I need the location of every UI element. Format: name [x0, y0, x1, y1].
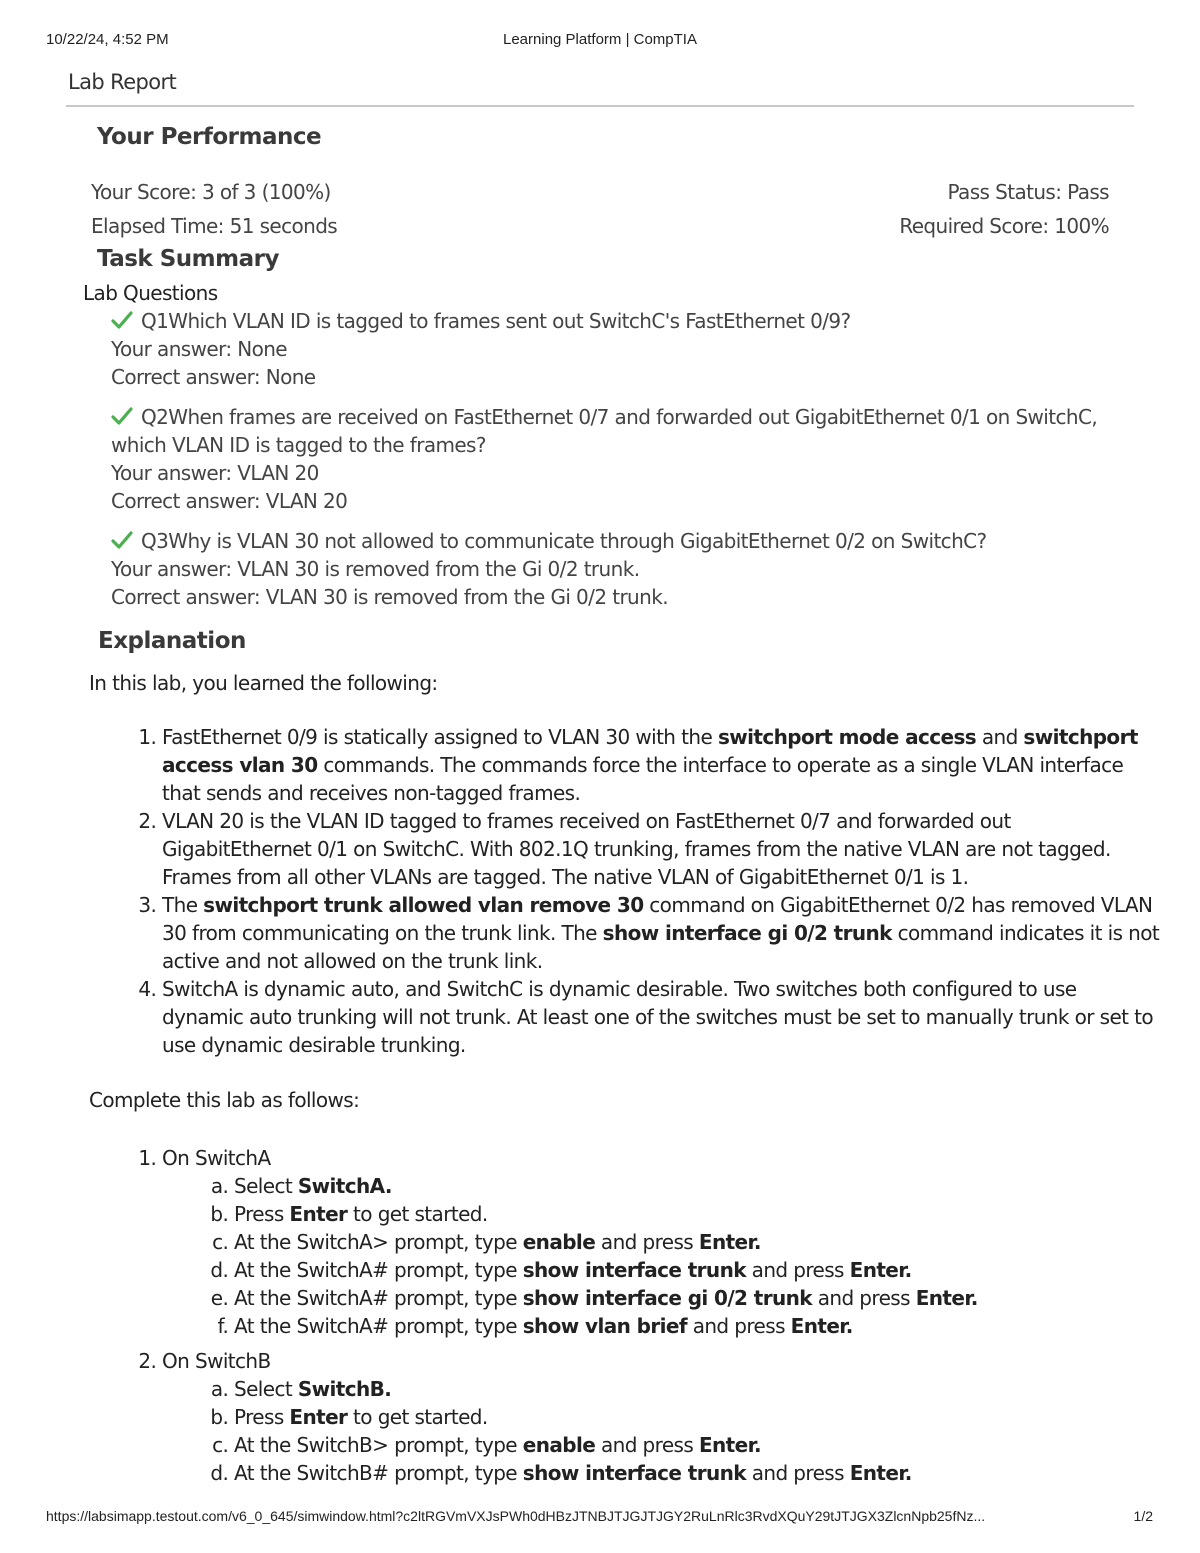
step-item: a. Select SwitchB.	[234, 1375, 1120, 1403]
your-answer: Your answer: VLAN 20	[111, 461, 319, 485]
question-text: Q2When frames are received on FastEthernet 0/7 and forwarded out GigabitEthernet 0/1 on SwitchC, which VLAN ID is tagged to the frames?	[111, 405, 1098, 457]
steps-switch-a	[120, 1144, 1120, 1340]
question-item	[111, 403, 1121, 515]
correct-answer: Correct answer: VLAN 30 is removed from the Gi 0/2 trunk.	[111, 585, 668, 609]
complete-intro: Complete this lab as follows:	[89, 1088, 360, 1112]
explanation-item: 1. FastEthernet 0/9 is statically assigned to VLAN 30 with the switchport mode access and switchport access vlan 30 commands. The commands force the interface to operate as a single VLAN interface that sends and receives non-tagged frames.	[162, 723, 1162, 807]
step-group-label: 1. On SwitchA	[162, 1144, 1120, 1172]
correct-answer: Correct answer: None	[111, 365, 316, 389]
report-title: Lab Report	[68, 70, 177, 94]
step-item: b. Press Enter to get started.	[234, 1403, 1120, 1431]
step-item: a. Select SwitchA.	[234, 1172, 1120, 1200]
step-item: d. At the SwitchB# prompt, type show interface trunk and press Enter.	[234, 1459, 1120, 1487]
checkmark-icon	[111, 529, 133, 551]
lab-questions-heading: Lab Questions	[83, 281, 218, 305]
question-text: Q1Which VLAN ID is tagged to frames sent out SwitchC's FastEthernet 0/9?	[141, 309, 851, 333]
explanation-item: 2. VLAN 20 is the VLAN ID tagged to frames received on FastEthernet 0/7 and forwarded out GigabitEthernet 0/1 on SwitchC. With 802.1Q trunking, frames from the native VLAN are not tagged. Frames from all other VLANs are tagged. The native VLAN of GigabitEthernet 0/1 is 1.	[162, 807, 1162, 891]
print-datetime: 10/22/24, 4:52 PM	[46, 31, 169, 48]
question-item	[111, 307, 1121, 391]
step-group-label: 2. On SwitchB	[162, 1347, 1120, 1375]
explanation-item: 3. The switchport trunk allowed vlan remove 30 command on GigabitEthernet 0/2 has removed VLAN 30 from communicating on the trunk link. The show interface gi 0/2 trunk command indicates it is not active and not allowed on the trunk link.	[162, 891, 1162, 975]
step-item: c. At the SwitchB> prompt, type enable and press Enter.	[234, 1431, 1120, 1459]
correct-answer: Correct answer: VLAN 20	[111, 489, 348, 513]
title-divider	[66, 105, 1134, 107]
step-item: c. At the SwitchA> prompt, type enable and press Enter.	[234, 1228, 1120, 1256]
your-answer: Your answer: VLAN 30 is removed from the Gi 0/2 trunk.	[111, 557, 640, 581]
question-item	[111, 527, 1121, 611]
question-text: Q3Why is VLAN 30 not allowed to communicate through GigabitEthernet 0/2 on SwitchC?	[141, 529, 987, 553]
score-text: Your Score: 3 of 3 (100%)	[91, 180, 331, 204]
explanation-list	[120, 723, 1162, 1059]
your-answer: Your answer: None	[111, 337, 288, 361]
explanation-heading: Explanation	[98, 628, 246, 654]
step-item: b. Press Enter to get started.	[234, 1200, 1120, 1228]
performance-heading: Your Performance	[97, 124, 322, 150]
step-item: f. At the SwitchA# prompt, type show vlan brief and press Enter.	[234, 1312, 1120, 1340]
step-item: d. At the SwitchA# prompt, type show interface trunk and press Enter.	[234, 1256, 1120, 1284]
print-page-number: 1/2	[1133, 1508, 1153, 1524]
steps-switch-b	[120, 1347, 1120, 1487]
checkmark-icon	[111, 405, 133, 427]
step-item: e. At the SwitchA# prompt, type show interface gi 0/2 trunk and press Enter.	[234, 1284, 1120, 1312]
print-url: https://labsimapp.testout.com/v6_0_645/simwindow.html?c2ltRGVmVXJsPWh0dHBzJTNBJTJGJTJGY2RuLnRlc3RvdXQuY29tJTJGX3ZlcnNpb25fNz...	[46, 1508, 986, 1524]
checkmark-icon	[111, 309, 133, 331]
required-score-text: Required Score: 100%	[899, 214, 1109, 238]
explanation-item: 4. SwitchA is dynamic auto, and SwitchC is dynamic desirable. Two switches both configured to use dynamic auto trunking will not trunk. At least one of the switches must be set to manually trunk or set to use dynamic desirable trunking.	[162, 975, 1162, 1059]
elapsed-time-text: Elapsed Time: 51 seconds	[91, 214, 338, 238]
task-summary-heading: Task Summary	[97, 246, 279, 272]
print-page-title: Learning Platform | CompTIA	[503, 31, 697, 48]
pass-status-text: Pass Status: Pass	[947, 180, 1109, 204]
explanation-intro: In this lab, you learned the following:	[89, 671, 438, 695]
